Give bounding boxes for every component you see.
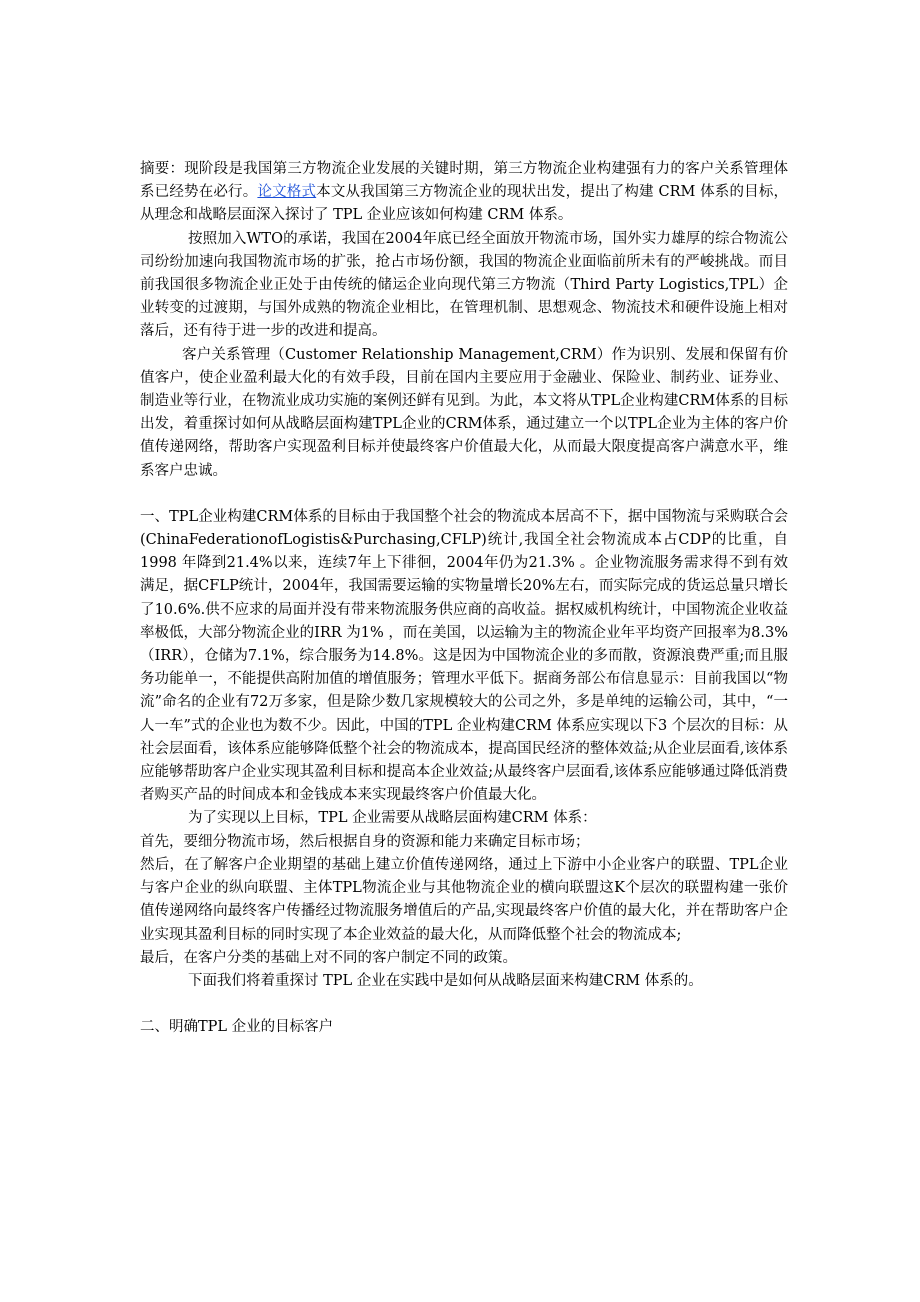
paragraph-then: 然后，在了解客户企业期望的基础上建立价值传递网络，通过上下游中小企业客户的联盟、TPL企业与客户企业的纵向联盟、主体TPL物流企业与其他物流企业的横向联盟这K个层次的联盟构建一张价值传递网络向最终客户传播经过物流服务增值后的产品,实现最终客户价值的最大化，并在帮助客户企业实现其盈利目标的同时实现了本企业效益的最大化，从而降低整个社会的物流成本; [140,856,788,943]
abstract-text-2: 本文从我国第三方物流企业的现状出发，提出了构建 CRM 体系的目标，从理念和战略层面深入探讨了 TPL 企业应该如何构建 CRM 体系。 [140,184,789,224]
section-one-paragraph: 一、TPL企业构建CRM体系的目标由于我国整个社会的物流成本居高不下，据中国物流与采购联合会(ChinaFederationofLogistis&Purchasing,CFLP)统计,我国全社会物流成本占CDP的比重，自 1998 年降到21.4%以来，连续7年上下徘徊，2004年仍为21.3% 。企业物流服务需求得不到有效满足，据CFLP统计，2004年，我国需要运输的实物量增长20%左右，而实际完成的货运总量只增长了10.6%.供不应求的局面并没有带来物流服务供应商的高收益。据权威机构统计，中国物流企业收益率极低，大部分物流企业的IRR 为1% ，而在美国，以运输为主的物流企业年平均资产回报率为8.3%（IRR），仓储为7.1%，综合服务为14.8%。这是因为中国物流企业的多而散，资源浪费严重;而且服务功能单一，不能提供高附加值的增值服务；管理水平低下。据商务部公布信息显示：目前我国以“物流”命名的企业有72万多家，但是除少数几家规模较大的公司之外，多是单纯的运输公司，其中，“一人一车”式的企业也为数不少。因此，中国的TPL 企业构建CRM 体系应实现以下3 个层次的目标：从社会层面看，该体系应能够降低整个社会的物流成本，提高国民经济的整体效益;从企业层面看,该体系应能够帮助客户企业实现其盈利目标和提高本企业效益;从最终客户层面看,该体系应能够通过降低消费者购买产品的时间成本和金钱成本来实现最终客户价值最大化。 [140,508,788,804]
abstract-text-1: 摘要：现阶段是我国第三方物流企业发展的关键时期，第三方物流企业构建强有力的客户关系管理体系已经势在必行。 [140,161,788,201]
section-two-heading: 二、明确TPL 企业的目标客户 [140,1019,334,1036]
paper-format-link[interactable]: 论文格式 [257,184,317,201]
paragraph-finally: 最后，在客户分类的基础上对不同的客户制定不同的政策。 [140,949,517,966]
paragraph-crm-intro: 客户关系管理（Customer Relationship Management,CRM）作为识别、发展和保留有价值客户，使企业盈利最大化的有效手段，目前在国内主要应用于金融业、保险业、制药业、证券业、制造业等行业，在物流业成功实施的案例还鲜有见到。为此，本文将从TPL企业构建CRM体系的目标出发，着重探讨如何从战略层面构建TPL企业的CRM体系，通过建立一个以TPL企业为主体的客户价值传递网络，帮助客户实现盈利目标并使最终客户价值最大化，从而最大限度提高客户满意水平，维系客户忠诚。 [140,346,788,479]
spacer [140,993,788,1016]
paragraph-first: 首先，要细分物流市场，然后根据自身的资源和能力来确定目标市场； [140,833,590,850]
document-body [140,158,788,1039]
spacer [140,483,788,506]
abstract-paragraph [140,158,788,228]
paragraph-next: 下面我们将着重探讨 TPL 企业在实践中是如何从战略层面来构建CRM 体系的。 [188,972,703,989]
paragraph-goal-strategy: 为了实现以上目标，TPL 企业需要从战略层面构建CRM 体系： [188,810,597,827]
paragraph-wto: 按照加入WTO的承诺，我国在2004年底已经全面放开物流市场，国外实力雄厚的综合物流公司纷纷加速向我国物流市场的扩张，抢占市场份额，我国的物流企业面临前所未有的严峻挑战。而目前我国很多物流企业正处于由传统的储运企业向现代第三方物流（Third Party Logistics,TPL）企业转变的过渡期，与国外成熟的物流企业相比，在管理机制、思想观念、物流技术和硬件设施上相对落后，还有待于进一步的改进和提高。 [140,230,788,340]
